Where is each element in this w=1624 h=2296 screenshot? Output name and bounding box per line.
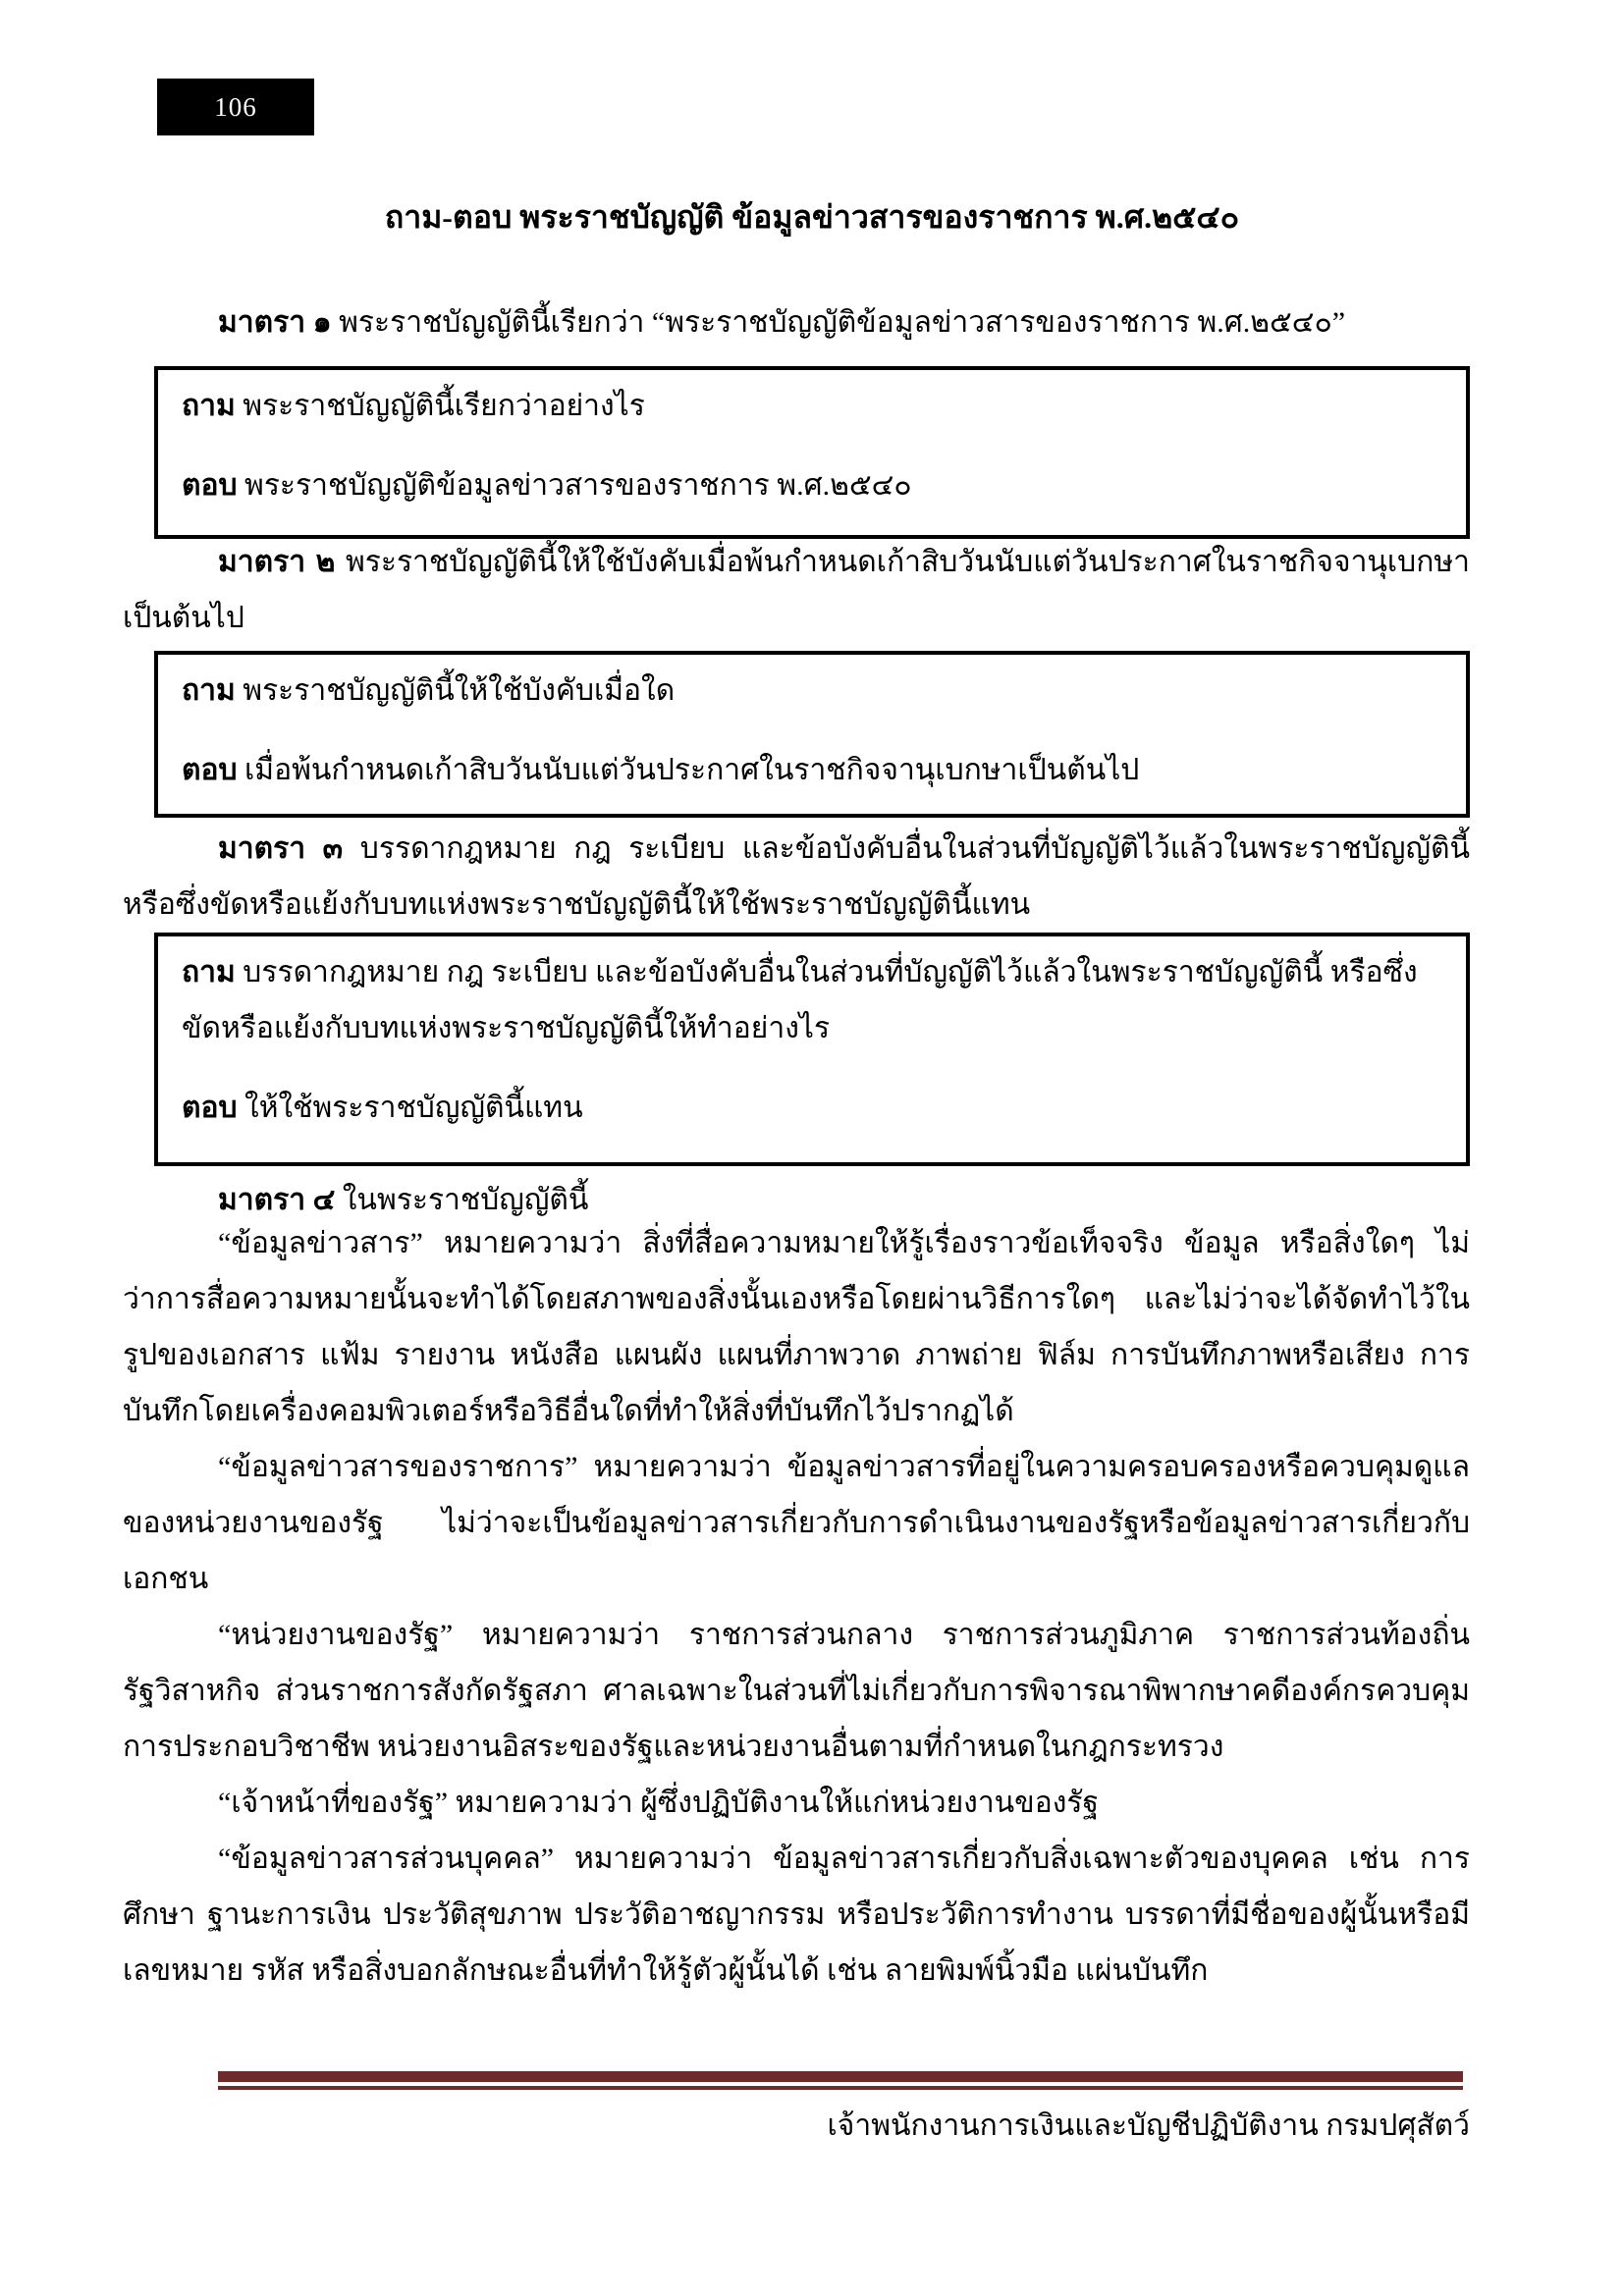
article-3-text: บรรดากฎหมาย กฎ ระเบียบ และข้อบังคับอื่นในส่วนที่บัญญัติไว้แล้วในพระราชบัญญัตินี้ หรือซึ่งขัดหรือแย้งกับบทแห่งพระราชบัญญัตินี้ให้ใช้พระราชบัญญัตินี้แทน — [123, 832, 1470, 921]
question-label: ถาม — [182, 390, 236, 422]
definition-personal-information: “ข้อมูลข่าวสารส่วนบุคคล” หมายความว่า ข้อมูลข่าวสารเกี่ยวกับสิ่งเฉพาะตัวของบุคคล เช่น การศึกษา ฐานะการเงิน ประวัติสุขภาพ ประวัติอาชญากรรม หรือประวัติการทำงาน บรรดาที่มีชื่อของผู้นั้นหรือมีเลขหมาย รหัส หรือสิ่งบอกลักษณะอื่นที่ทำให้รู้ตัวผู้นั้นได้ เช่น ลายพิมพ์นิ้วมือ แผ่นบันทึก — [123, 1842, 1470, 1987]
footer-rule-thick — [218, 2071, 1463, 2082]
answer-text: พระราชบัญญัติข้อมูลข่าวสารของราชการ พ.ศ.๒๕๔๐ — [244, 469, 912, 502]
document-title: ถาม-ตอบ พระราชบัญญัติ ข้อมูลข่าวสารของราชการ พ.ศ.๒๕๔๐ — [384, 199, 1240, 235]
question-text: พระราชบัญญัตินี้เรียกว่าอย่างไร — [243, 390, 645, 422]
article-1-label: มาตรา ๑ — [218, 306, 332, 339]
article-4-text: ในพระราชบัญญัตินี้ — [342, 1184, 589, 1216]
qa-box-1-question — [182, 378, 1442, 434]
answer-label: ตอบ — [182, 754, 238, 786]
qa-box-3-question — [182, 944, 1442, 1056]
article-1-text: พระราชบัญญัตินี้เรียกว่า “พระราชบัญญัติข้อมูลข่าวสารของราชการ พ.ศ.๒๕๔๐” — [339, 306, 1346, 339]
qa-box-2 — [154, 651, 1470, 818]
definition-information: “ข้อมูลข่าวสาร” หมายความว่า สิ่งที่สื่อความหมายให้รู้เรื่องราวข้อเท็จจริง ข้อมูล หรือสิ่งใดๆ ไม่ว่าการสื่อความหมายนั้นจะทำได้โดยสภาพของสิ่งนั้นเองหรือโดยผ่านวิธีการใดๆ และไม่ว่าจะได้จัดทำไว้ในรูปของเอกสาร แฟ้ม รายงาน หนังสือ แผนผัง แผนที่ภาพวาด ภาพถ่าย ฟิล์ม การบันทึกภาพหรือเสียง การบันทึกโดยเครื่องคอมพิวเตอร์หรือวิธีอื่นใดที่ทำให้สิ่งที่บันทึกไว้ปรากฏได้ — [123, 1227, 1470, 1427]
article-2-text: พระราชบัญญัตินี้ให้ใช้บังคับเมื่อพ้นกำหนดเก้าสิบวันนับแต่วันประกาศในราชกิจจานุเบกษาเป็นต้นไป — [123, 546, 1471, 634]
question-text: บรรดากฎหมาย กฎ ระเบียบ และข้อบังคับอื่นในส่วนที่บัญญัติไว้แล้วในพระราชบัญญัตินี้ หรือซึ่งขัดหรือแย้งกับบทแห่งพระราชบัญญัตินี้ให้ทำอย่างไร — [182, 956, 1418, 1044]
question-label: ถาม — [182, 956, 236, 988]
definition-state-agency: “หน่วยงานของรัฐ” หมายความว่า ราชการส่วนกลาง ราชการส่วนภูมิภาค ราชการส่วนท้องถิ่น รัฐวิสาหกิจ ส่วนราชการสังกัดรัฐสภา ศาลเฉพาะในส่วนที่ไม่เกี่ยวกับการพิจารณาพิพากษาคดีองค์กรควบคุมการประกอบวิชาชีพ หน่วยงานอิสระของรัฐและหน่วยงานอื่นตามที่กำหนดในกฎกระทรวง — [123, 1619, 1470, 1763]
definition-official-information: “ข้อมูลข่าวสารของราชการ” หมายความว่า ข้อมูลข่าวสารที่อยู่ในความครอบครองหรือควบคุมดูแลของหน่วยงานของรัฐ ไม่ว่าจะเป็นข้อมูลข่าวสารเกี่ยวกับการดำเนินงานของรัฐหรือข้อมูลข่าวสารเกี่ยวกับเอกชน — [123, 1451, 1470, 1595]
answer-text: ให้ใช้พระราชบัญญัตินี้แทน — [244, 1092, 583, 1124]
qa-box-2-question — [182, 663, 1442, 719]
footer-credit: เจ้าพนักงานการเงินและบัญชีปฏิบัติงาน กรมปศุสัตว์ — [827, 2109, 1470, 2142]
qa-box-1 — [154, 366, 1470, 539]
question-text: พระราชบัญญัตินี้ให้ใช้บังคับเมื่อใด — [243, 674, 676, 707]
article-4-label: มาตรา ๔ — [218, 1184, 336, 1216]
page-number: 106 — [214, 91, 257, 122]
article-2-paragraph — [123, 534, 1470, 646]
qa-box-3-answer — [182, 1080, 1442, 1136]
definition-state-official: “เจ้าหน้าที่ของรัฐ” หมายความว่า ผู้ซึ่งปฏิบัติงานให้แก่หน่วยงานของรัฐ — [218, 1787, 1100, 1819]
article-3-paragraph — [123, 821, 1470, 933]
definitions-section — [123, 1215, 1470, 1999]
question-label: ถาม — [182, 674, 236, 707]
article-2-label: มาตรา ๒ — [218, 546, 336, 578]
qa-box-2-answer — [182, 742, 1442, 798]
footer-rule-thin — [218, 2086, 1463, 2090]
page-number-badge — [157, 79, 314, 135]
qa-box-3 — [154, 933, 1470, 1166]
answer-label: ตอบ — [182, 1092, 238, 1124]
article-3-label: มาตรา ๓ — [218, 832, 344, 865]
answer-text: เมื่อพ้นกำหนดเก้าสิบวันนับแต่วันประกาศในราชกิจจานุเบกษาเป็นต้นไป — [244, 754, 1140, 786]
answer-label: ตอบ — [182, 469, 238, 502]
qa-box-1-answer — [182, 457, 1442, 513]
article-1-paragraph — [123, 294, 1470, 350]
